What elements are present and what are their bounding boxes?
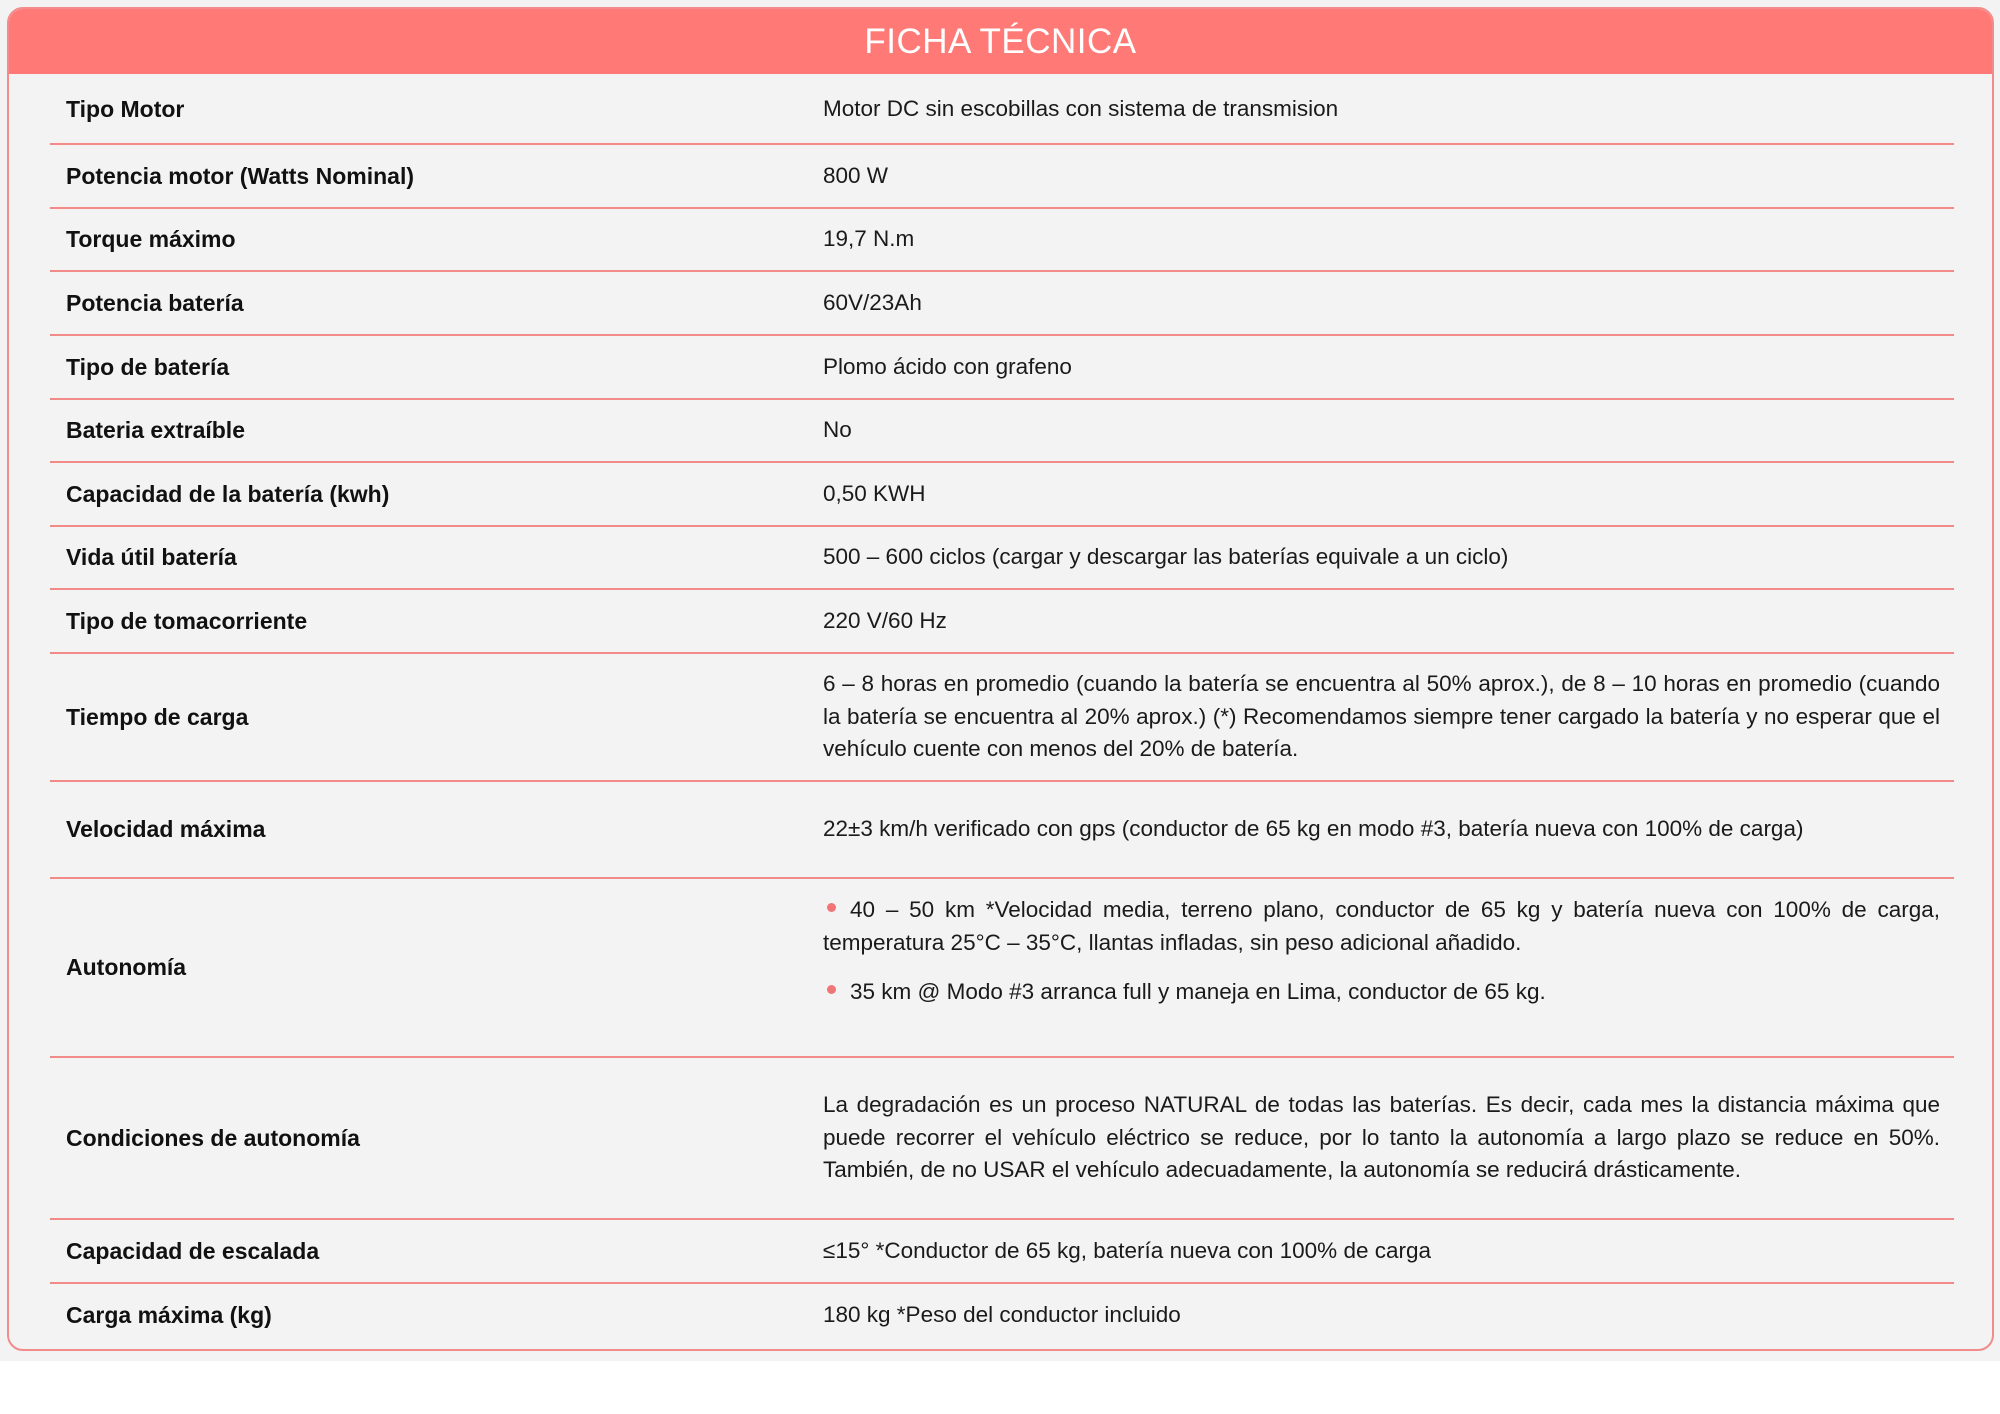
- spec-row-tomacorriente: [50, 589, 1954, 653]
- spec-value: 19,7 N.m: [823, 226, 915, 252]
- spec-value: 500 – 600 ciclos (cargar y descargar las baterías equivale a un ciclo): [823, 544, 1509, 570]
- spec-value: ≤15° *Conductor de 65 kg, batería nueva con 100% de carga: [823, 1237, 1432, 1263]
- spec-value: [823, 894, 1940, 1026]
- bullet-text: 40 – 50 km *Velocidad media, terreno plano, conductor de 65 kg y batería nueva con 100% de carga, temperatura 25°C – 35°C, llantas infladas, sin peso adicional añadido.: [823, 897, 1940, 955]
- list-item: [823, 894, 1940, 959]
- spec-value: 22±3 km/h verificado con gps (conductor de 65 kg en modo #3, batería nueva con 100% de carga): [823, 816, 1804, 842]
- spec-row-autonomia: [50, 878, 1954, 1057]
- autonomia-bullet-list: [823, 894, 1940, 1009]
- spec-value: 6 – 8 horas en promedio (cuando la batería se encuentra al 50% aprox.), de 8 – 10 horas en promedio (cuando la batería se encuentra al 20% aprox.) (*) Recomendamos siempre tener cargado la batería y no esperar que el vehículo cuente con menos del 20% de batería.: [823, 671, 1940, 762]
- spec-label: Tipo de tomacorriente: [66, 607, 308, 634]
- spec-row-potencia-bateria: [50, 271, 1954, 335]
- spec-label: Carga máxima (kg): [66, 1301, 272, 1328]
- spec-value: Plomo ácido con grafeno: [823, 353, 1072, 379]
- spec-label: Capacidad de la batería (kwh): [66, 480, 390, 507]
- spec-row-velocidad-maxima: [50, 781, 1954, 878]
- spec-value: 220 V/60 Hz: [823, 607, 947, 633]
- spec-row-tipo-motor: [50, 74, 1954, 144]
- spec-row-condiciones-autonomia: [50, 1057, 1954, 1219]
- spec-label: Tipo de batería: [66, 353, 230, 380]
- spec-label: Autonomía: [66, 954, 187, 980]
- spec-row-capacidad-bateria: [50, 462, 1954, 526]
- spec-row-vida-util: [50, 526, 1954, 589]
- spec-value: 60V/23Ah: [823, 289, 922, 315]
- spec-row-bateria-extraible: [50, 399, 1954, 462]
- bullet-icon: [827, 903, 836, 912]
- spec-row-torque: [50, 208, 1954, 271]
- spec-label: Velocidad máxima: [66, 816, 266, 842]
- spec-value: La degradación es un proceso NATURAL de todas las baterías. Es decir, cada mes la distancia máxima que puede recorrer el vehículo eléctrico se reduce, por lo tanto la autonomía a largo plazo se reduce en 50%. También, de no USAR el vehículo adecuadamente, la autonomía se reducirá drásticamente.: [823, 1092, 1940, 1183]
- spec-sheet-card: [7, 7, 1994, 1351]
- spec-label: Tiempo de carga: [66, 703, 249, 730]
- spec-value: 180 kg *Peso del conductor incluido: [823, 1301, 1181, 1327]
- list-item: [823, 976, 1940, 1009]
- spec-row-tiempo-carga: [50, 653, 1954, 781]
- spec-value: No: [823, 417, 852, 443]
- spec-label: Potencia motor (Watts Nominal): [66, 162, 414, 189]
- spec-row-potencia-motor: [50, 144, 1954, 208]
- spec-row-carga-maxima: [50, 1283, 1954, 1347]
- spec-row-capacidad-escalada: [50, 1219, 1954, 1283]
- bullet-text: 35 km @ Modo #3 arranca full y maneja en Lima, conductor de 65 kg.: [850, 979, 1546, 1004]
- spec-label: Condiciones de autonomía: [66, 1124, 360, 1151]
- bullet-icon: [827, 985, 836, 994]
- spec-label: Tipo Motor: [66, 95, 185, 122]
- spec-value: Motor DC sin escobillas con sistema de transmision: [823, 95, 1339, 121]
- spec-row-tipo-bateria: [50, 335, 1954, 399]
- spec-value: 800 W: [823, 162, 889, 188]
- spec-label: Capacidad de escalada: [66, 1237, 320, 1264]
- spec-label: Vida útil batería: [66, 544, 237, 570]
- spec-sheet-title: FICHA TÉCNICA: [864, 21, 1137, 61]
- spec-label: Bateria extraíble: [66, 417, 245, 443]
- spec-value: 0,50 KWH: [823, 480, 926, 506]
- spec-sheet-header: [9, 9, 1992, 74]
- spec-label: Potencia batería: [66, 289, 244, 316]
- spec-label: Torque máximo: [66, 226, 236, 252]
